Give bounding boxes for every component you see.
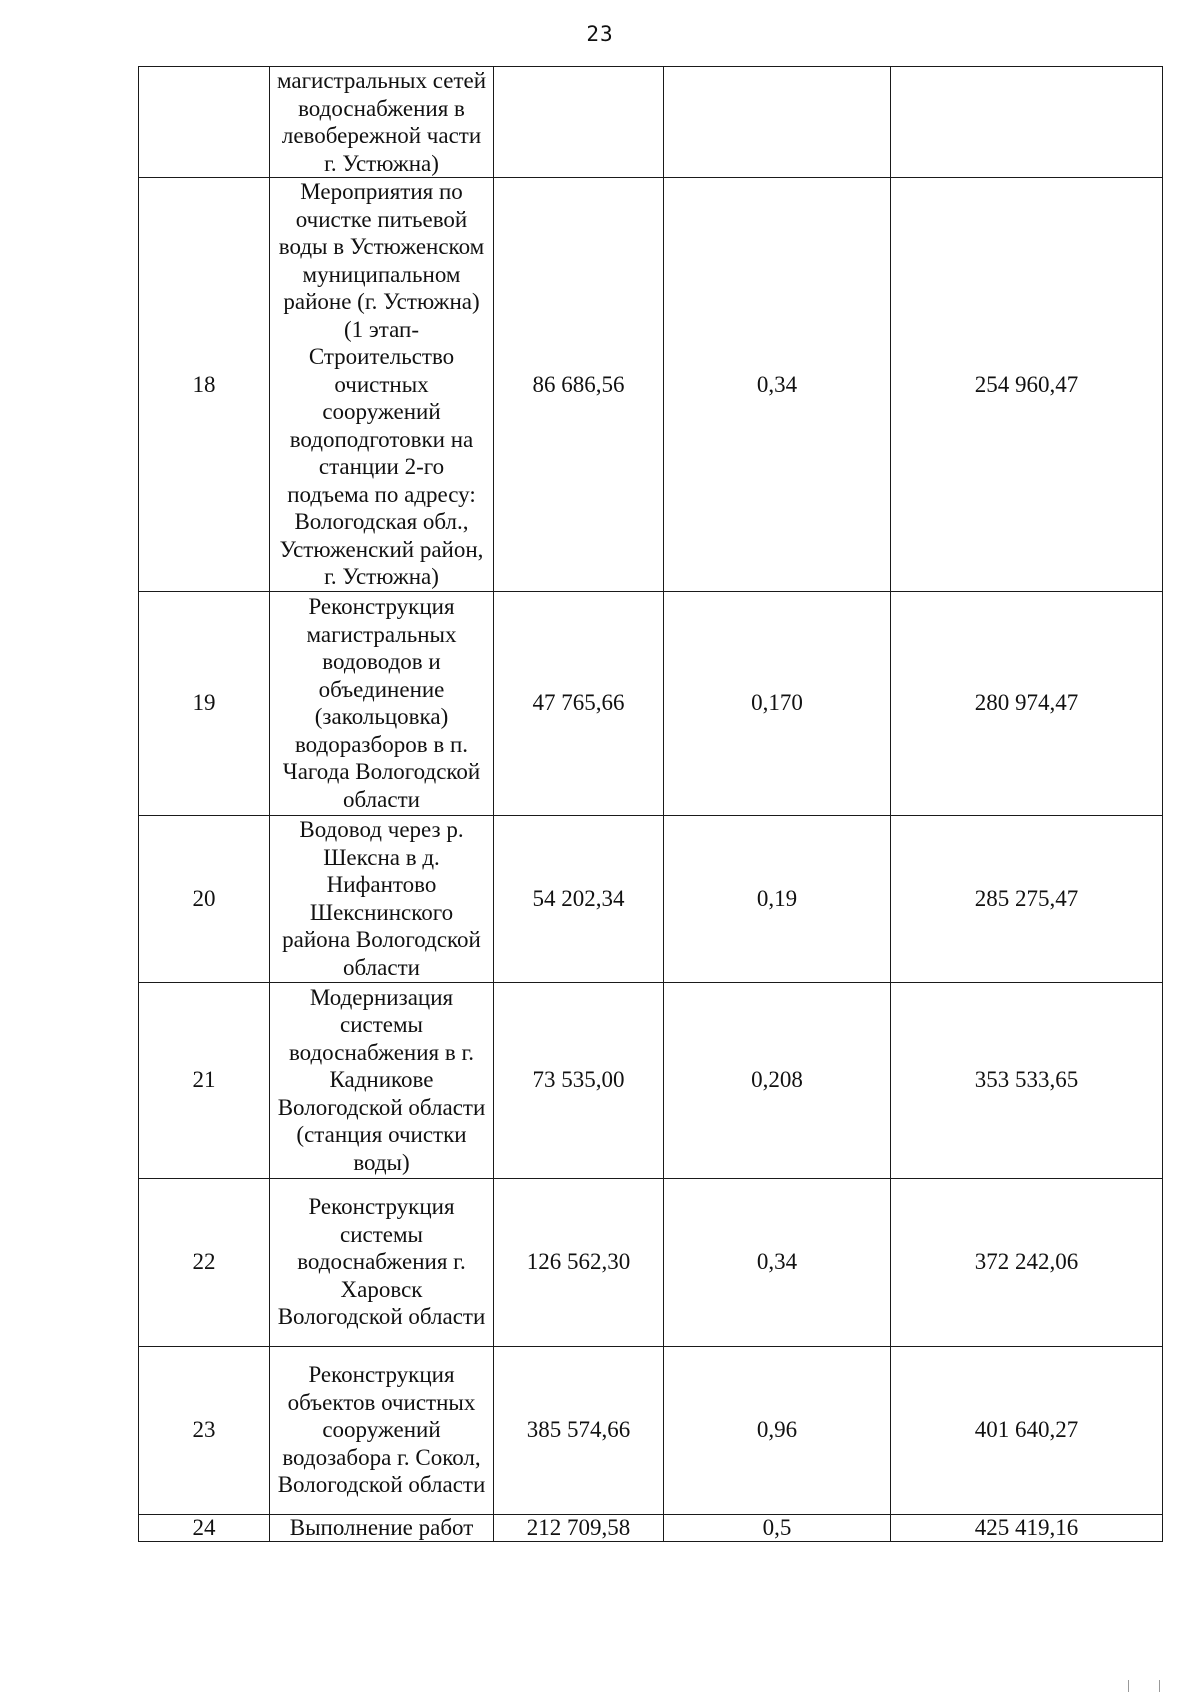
coefficient-cell: 0,170 (664, 591, 891, 815)
description-cell: Модернизация системы водоснабжения в г. Кадникове Вологодской области (станция очистки воды) (270, 982, 494, 1178)
coefficient-cell: 0,34 (664, 1178, 891, 1346)
table-row (139, 1514, 1163, 1541)
amount-cell: 372 242,06 (891, 1178, 1163, 1346)
table-row (139, 982, 1163, 1178)
description-cell: магистральных сетей водоснабжения в левобережной части г. Устюжна) (270, 67, 494, 178)
table-row (139, 591, 1163, 815)
table-row (139, 1178, 1163, 1346)
coefficient-cell: 0,34 (664, 178, 891, 592)
row-number-cell: 21 (139, 982, 270, 1178)
amount-cell: 353 533,65 (891, 982, 1163, 1178)
amount-cell: 425 419,16 (891, 1514, 1163, 1541)
cost-cell: 126 562,30 (494, 1178, 664, 1346)
row-number-cell (139, 67, 270, 178)
cost-cell: 212 709,58 (494, 1514, 664, 1541)
cost-cell: 47 765,66 (494, 591, 664, 815)
page-number: 23 (586, 22, 614, 46)
description-cell: Реконструкция объектов очистных сооружений водозабора г. Сокол, Вологодской области (270, 1346, 494, 1514)
coefficient-cell (664, 67, 891, 178)
cost-cell: 73 535,00 (494, 982, 664, 1178)
amount-cell (891, 67, 1163, 178)
table-row (139, 67, 1163, 178)
amount-cell: 285 275,47 (891, 815, 1163, 982)
row-number-cell: 24 (139, 1514, 270, 1541)
table-row (139, 815, 1163, 982)
cost-cell: 385 574,66 (494, 1346, 664, 1514)
coefficient-cell: 0,19 (664, 815, 891, 982)
description-cell: Мероприятия по очистке питьевой воды в Устюженском муниципальном районе (г. Устюжна) (1 этап- Строительство очистных сооружений водоподготовки на станции 2-го подъема по адресу: Вологодская обл., Устюженский район, г. Устюжна) (270, 178, 494, 592)
row-number-cell: 20 (139, 815, 270, 982)
amount-cell: 280 974,47 (891, 591, 1163, 815)
row-number-cell: 18 (139, 178, 270, 592)
cost-cell (494, 67, 664, 178)
description-cell: Водовод через р. Шексна в д. Нифантово Шекснинского района Вологодской области (270, 815, 494, 982)
amount-cell: 254 960,47 (891, 178, 1163, 592)
amount-cell: 401 640,27 (891, 1346, 1163, 1514)
row-number-cell: 23 (139, 1346, 270, 1514)
description-cell: Реконструкция магистральных водоводов и объединение (закольцовка) водоразборов в п. Чагода Вологодской области (270, 591, 494, 815)
coefficient-cell: 0,208 (664, 982, 891, 1178)
description-cell: Реконструкция системы водоснабжения г. Харовск Вологодской области (270, 1178, 494, 1346)
table-row (139, 1346, 1163, 1514)
cost-cell: 86 686,56 (494, 178, 664, 592)
row-number-cell: 22 (139, 1178, 270, 1346)
coefficient-cell: 0,5 (664, 1514, 891, 1541)
cost-cell: 54 202,34 (494, 815, 664, 982)
coefficient-cell: 0,96 (664, 1346, 891, 1514)
works-table (138, 66, 1163, 1542)
scan-artifact (1128, 1680, 1160, 1692)
table-row (139, 178, 1163, 592)
description-cell: Выполнение работ (270, 1514, 494, 1541)
row-number-cell: 19 (139, 591, 270, 815)
